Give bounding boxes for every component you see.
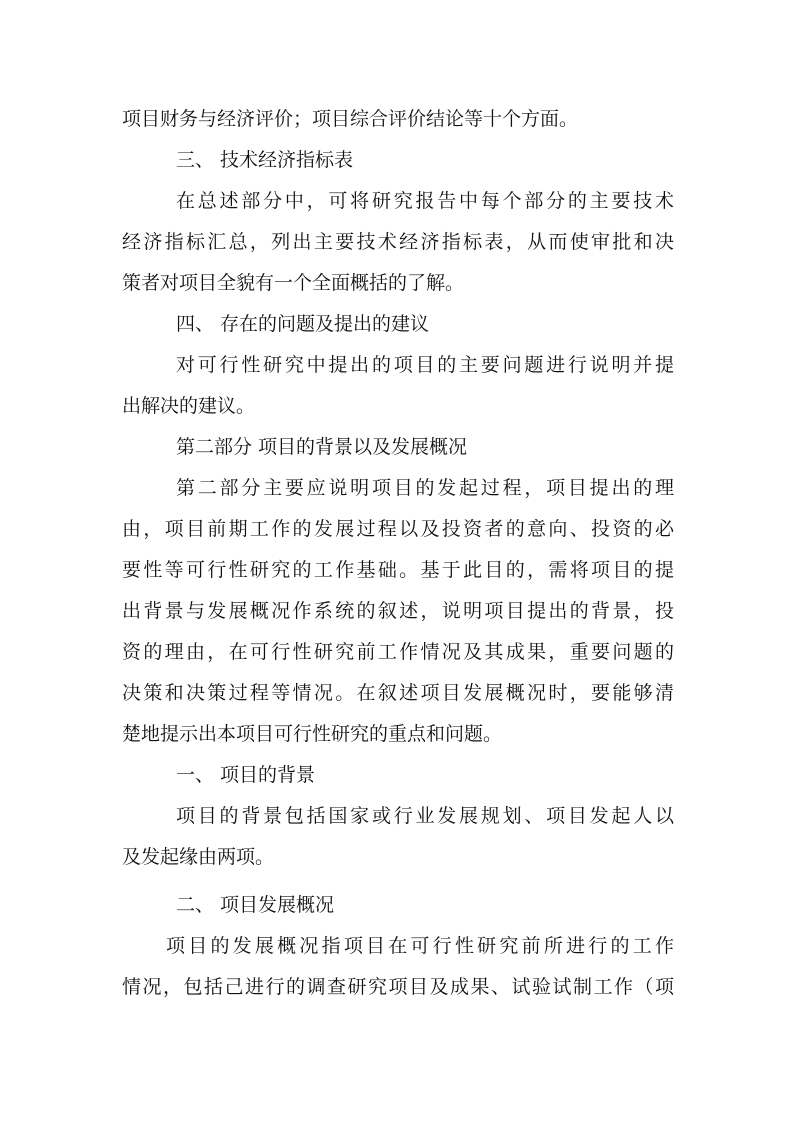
text-line: 在总述部分中，可将研究报告中每个部分的主要技术 (176, 190, 674, 212)
text-line: 及发起缘由两项。 (122, 846, 275, 868)
text-line: 出背景与发展概况作系统的叙述，说明项目提出的背景，投 (122, 600, 674, 622)
text-line: 项目的发展概况指项目在可行性研究前所进行的工作 (166, 935, 674, 957)
text-line: 由，项目前期工作的发展过程以及投资者的意向、投资的必 (122, 518, 674, 540)
text-line: 第二部分主要应说明项目的发起过程，项目提出的理 (176, 477, 674, 499)
text-line: 资的理由，在可行性研究前工作情况及其成果，重要问题的 (122, 641, 674, 663)
text-line: 出解决的建议。 (122, 395, 256, 417)
text-line: 项目的背景包括国家或行业发展规划、项目发起人以 (176, 805, 674, 827)
text-line: 情况，包括己进行的调查研究项目及成果、试验试制工作（项 (122, 976, 674, 998)
text-line: 策者对项目全貌有一个全面概括的了解。 (122, 272, 465, 294)
text-line: 项目财务与经济评价；项目综合评价结论等十个方面。 (122, 108, 579, 130)
text-line: 决策和决策过程等情况。在叙述项目发展概况时，要能够清 (122, 682, 674, 704)
text-line: 要性等可行性研究的工作基础。基于此目的，需将项目的提 (122, 559, 674, 581)
text-line: 经济指标汇总，列出主要技术经济指标表，从而使审批和决 (122, 231, 674, 253)
text-line: 对可行性研究中提出的项目的主要问题进行说明并提 (176, 354, 674, 376)
section-heading: 四、 存在的问题及提出的建议 (176, 313, 430, 335)
section-heading: 一、 项目的背景 (176, 764, 316, 786)
section-heading: 二、 项目发展概况 (176, 894, 335, 916)
part-heading: 第二部分 项目的背景以及发展概况 (176, 436, 468, 458)
section-heading: 三、 技术经济指标表 (176, 149, 354, 171)
text-line: 楚地提示出本项目可行性研究的重点和问题。 (122, 723, 503, 745)
